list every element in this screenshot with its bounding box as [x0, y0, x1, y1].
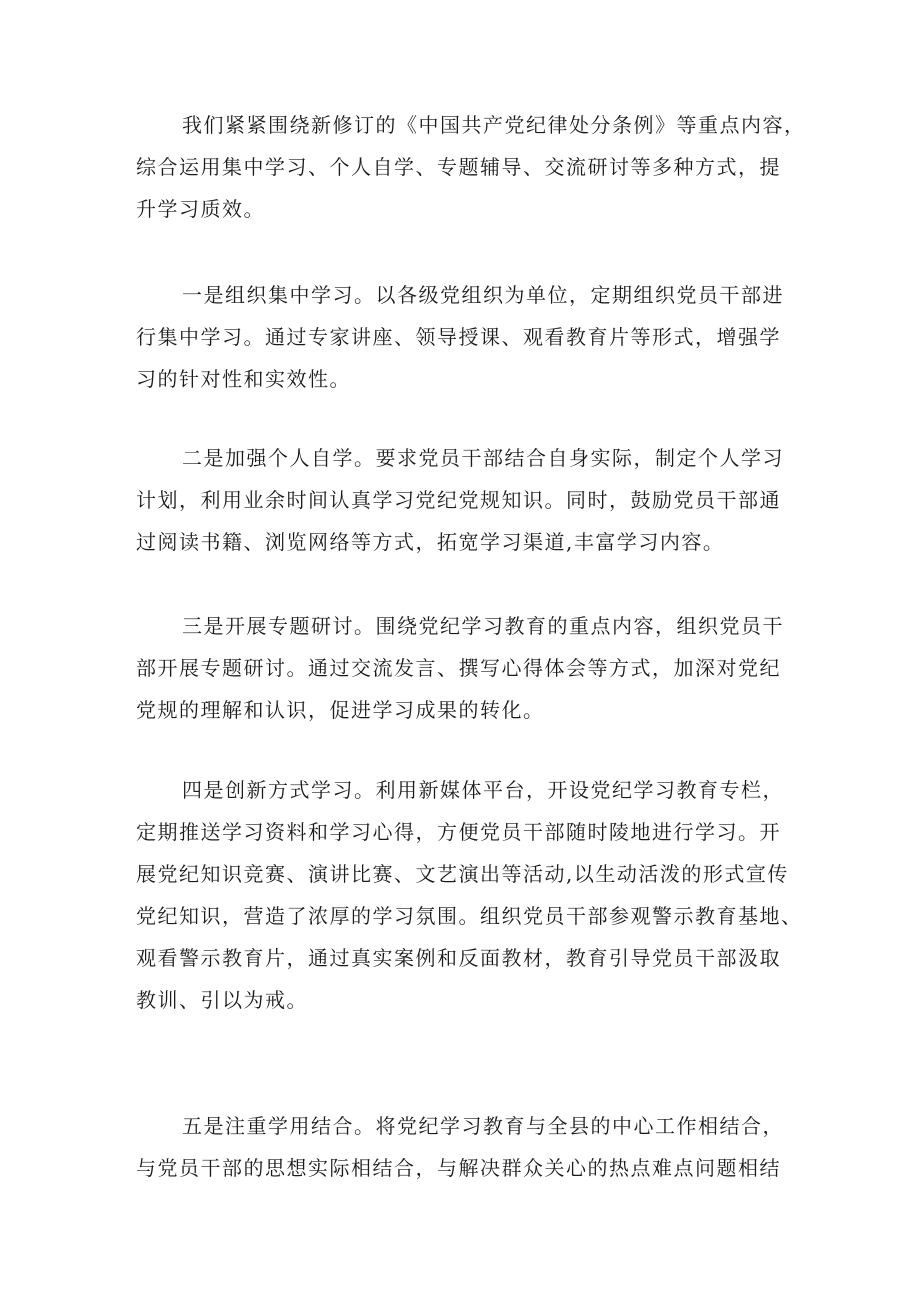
text-line: 行集中学习。通过专家讲座、领导授课、观看教育片等形式，增强学 [136, 325, 781, 349]
text-line: 教训、引以为戒。 [136, 988, 308, 1012]
text-line: 与党员干部的思想实际相结合，与解决群众关心的热点难点问题相结 [136, 1156, 781, 1180]
text-line: 展党纪知识竞赛、演讲比赛、文艺演出等活动,以生动活泼的形式宣传 [136, 862, 789, 886]
paragraph-item-2 [136, 437, 786, 563]
text-line: 四是创新方式学习。利用新媒体平台，开设党纪学习教育专栏， [182, 778, 784, 802]
text-line: 过阅读书籍、浏览网络等方式，拓宽学习渠道,丰富学习内容。 [136, 530, 725, 554]
paragraph-item-1 [136, 274, 786, 400]
text-line: 党纪知识，营造了浓厚的学习氛围。组织党员干部参观警示教育基地、 [136, 904, 803, 928]
paragraph-item-4 [136, 769, 803, 1021]
text-line: 我们紧紧围绕新修订的《中国共产党纪律处分条例》等重点内容， [182, 113, 806, 137]
text-line: 部开展专题研讨。通过交流发言、撰写心得体会等方式，加深对党纪 [136, 656, 781, 680]
text-line: 三是开展专题研讨。围绕党纪学习教育的重点内容，组织党员干 [182, 614, 784, 638]
text-line: 定期推送学习资料和学习心得，方便党员干部随时陵地进行学习。开 [136, 820, 781, 844]
text-line: 观看警示教育片，通过真实案例和反面教材，教育引导党员干部汲取 [136, 946, 781, 970]
paragraph-intro [136, 104, 806, 230]
text-line: 综合运用集中学习、个人自学、专题辅导、交流研讨等多种方式，提 [136, 155, 781, 179]
text-line: 习的针对性和实效性。 [136, 367, 351, 391]
text-line: 五是注重学用结合。将党纪学习教育与全县的中心工作相结合， [182, 1114, 784, 1138]
text-line: 升学习质效。 [136, 197, 265, 221]
paragraph-item-3 [136, 605, 786, 731]
text-line: 计划，利用业余时间认真学习党纪党规知识。同时，鼓励党员干部通 [136, 488, 781, 512]
text-line: 二是加强个人自学。要求党员干部结合自身实际，制定个人学习 [182, 446, 784, 470]
text-line: 一是组织集中学习。以各级党组织为单位，定期组织党员干部进 [182, 283, 784, 307]
paragraph-item-5 [136, 1105, 786, 1189]
text-line: 党规的理解和认识，促进学习成果的转化。 [136, 698, 545, 722]
